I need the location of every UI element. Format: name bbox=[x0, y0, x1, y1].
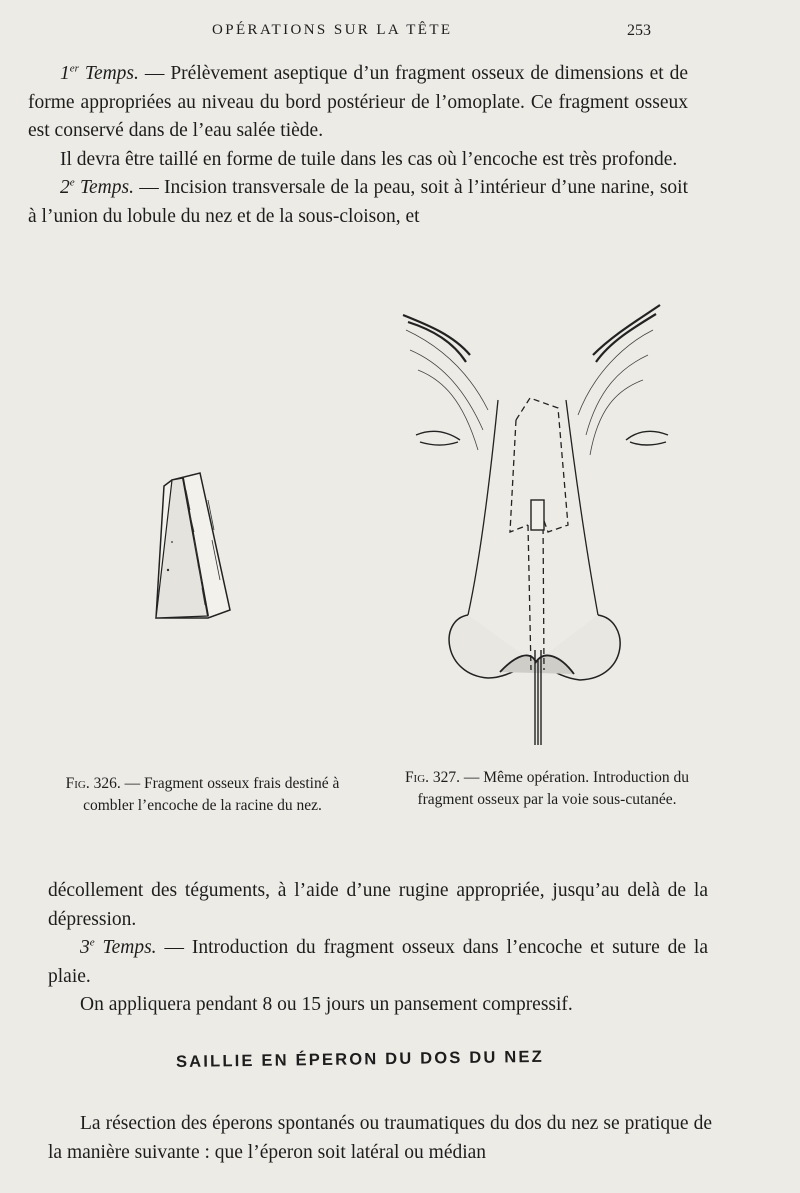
fig-327-caption: Fig. 327. — Même opération. Introduction du fragment osseux par la voie sous-cutanée. bbox=[404, 769, 690, 808]
paragraph-tuile: Il devra être taillé en forme de tuile dans les cas où l’encoche est très profonde. bbox=[60, 148, 678, 170]
paragraph-decollement: décollement des téguments, à l’aide d’une rugine appropriée, jusqu’au delà de la dépression. bbox=[48, 880, 708, 930]
fig-327-nose-illustration bbox=[398, 300, 678, 750]
section-text-block bbox=[48, 1110, 712, 1167]
temps-1-label: 1er Temps. bbox=[60, 62, 139, 84]
fig-326-caption: Fig. 326. — Fragment osseux frais destiné à combler l’encoche de la racine du nez. bbox=[65, 775, 340, 814]
paragraph-temps-1: 1er Temps. — Prélèvement aseptique d’un fragment osseux de dimensions et de forme appropriées au niveau du bord postérieur de l’omoplate. Ce fragment osseux est conservé dans de l’eau salée tiède. bbox=[28, 62, 689, 141]
paragraph-resection: La résection des éperons spontanés ou traumatiques du dos du nez se pratique de la manière suivante : que l’éperon soit latéral ou médian bbox=[48, 1113, 712, 1163]
temps-2-label: 2e Temps. bbox=[60, 176, 134, 198]
page-number: 253 bbox=[627, 22, 651, 39]
temps-3-label: 3e Temps. bbox=[80, 936, 157, 958]
paragraph-temps-3: 3e Temps. — Introduction du fragment osseux dans l’encoche et suture de la plaie. bbox=[48, 936, 709, 987]
running-header bbox=[0, 22, 800, 46]
top-text-block bbox=[28, 60, 688, 231]
paragraph-pansement: On appliquera pendant 8 ou 15 jours un pansement compressif. bbox=[80, 994, 573, 1015]
fig-326-bone-fragment-illustration bbox=[150, 470, 240, 625]
section-heading: SAILLIE EN ÉPERON DU DOS DU NEZ bbox=[175, 1047, 545, 1072]
fig-327-label: Fig. 327. bbox=[404, 769, 461, 786]
fig-326-label: Fig. 326. bbox=[65, 775, 121, 792]
bottom-text-block bbox=[48, 877, 708, 1020]
paragraph-temps-2: 2e Temps. — Incision transversale de la peau, soit à l’intérieur d’une narine, soit à l’union du lobule du nez et de la sous-cloison, et bbox=[28, 176, 688, 227]
running-title: OPÉRATIONS SUR LA TÊTE bbox=[212, 22, 453, 38]
